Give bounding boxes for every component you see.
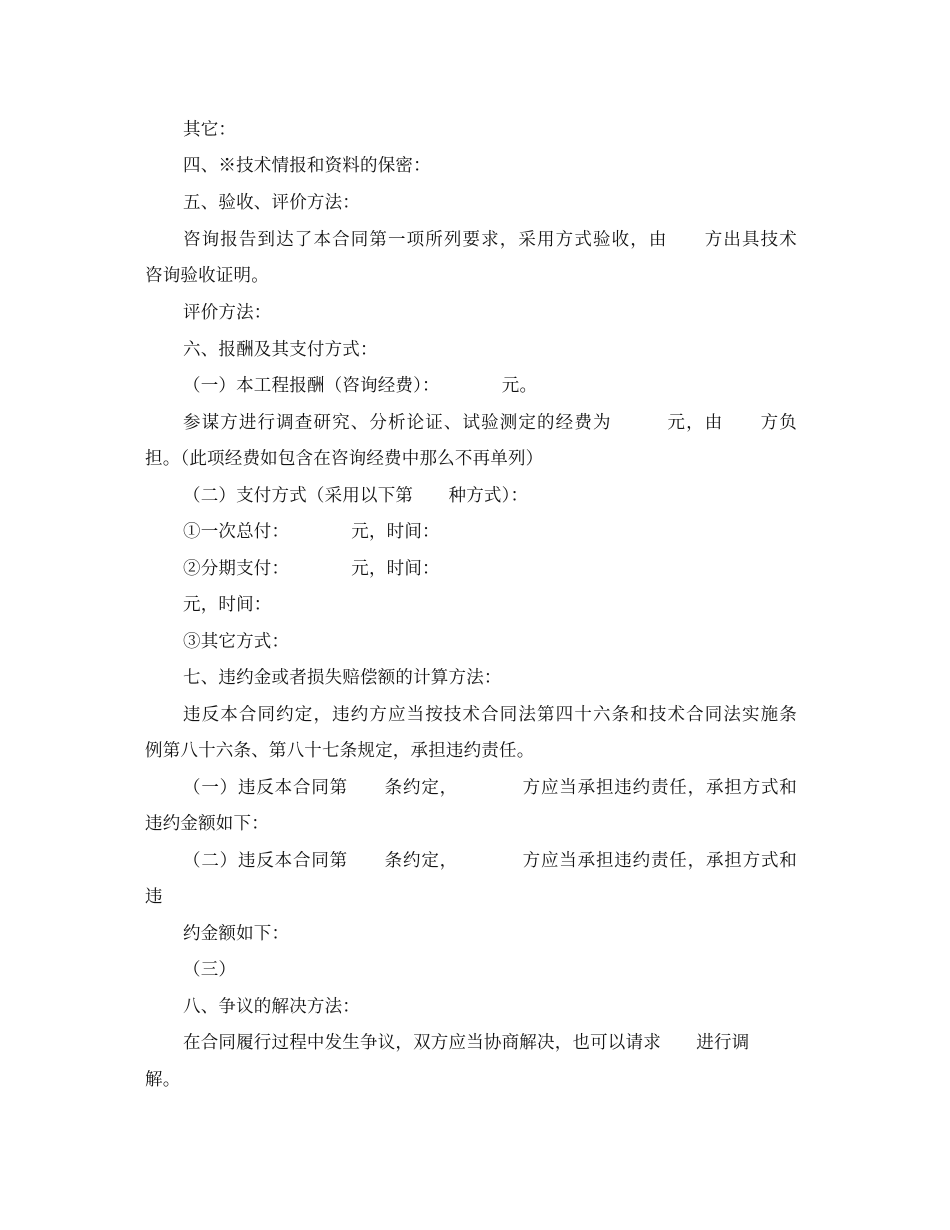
section-heading-acceptance: 五、验收、评价方法： (183, 193, 360, 213)
paragraph-line: 解。 (145, 1070, 181, 1090)
paragraph-line: 参谋方进行调查研究、分析论证、试验测定的经费为 元，由 方负 (183, 413, 797, 433)
payment-method-line: （二）支付方式（采用以下第 种方式）： (183, 486, 529, 506)
paragraph-line: 在合同履行过程中发生争议，双方应当协商解决，也可以请求 进行调 (183, 1033, 750, 1053)
paragraph-line: 例第八十六条、第八十七条规定，承担违约责任。 (145, 741, 535, 761)
paragraph-line: 违 (145, 887, 163, 907)
section-heading-penalty: 七、违约金或者损失赔偿额的计算方法： (183, 668, 502, 688)
section-heading-dispute: 八、争议的解决方法： (183, 997, 360, 1017)
payment-item-fee: （一）本工程报酬（咨询经费）： 元。 (183, 376, 538, 396)
penalty-item-three: （三） (183, 960, 237, 980)
paragraph-line: 违反本合同约定，违约方应当按技术合同法第四十六条和技术合同法实施条 (183, 705, 797, 725)
paragraph-line: 咨询验收证明。 (145, 266, 269, 286)
payment-option-lump-sum: ①一次总付： 元，时间： (183, 522, 440, 542)
penalty-item-one: （一）违反本合同第 条约定， 方应当承担违约责任，承担方式和 (183, 778, 797, 798)
section-heading-confidentiality: 四、※技术情报和资料的保密： (183, 156, 431, 176)
paragraph-line: 担。（此项经费如包含在咨询经费中那么不再单列） (145, 449, 544, 469)
payment-option-installment: ②分期支付： 元，时间： (183, 559, 440, 579)
paragraph-line: 违约金额如下： (145, 814, 269, 834)
section-heading-payment: 六、报酬及其支付方式： (183, 340, 378, 360)
paragraph-line: 约金额如下： (183, 924, 290, 944)
penalty-item-two: （二）违反本合同第 条约定， 方应当承担违约责任，承担方式和 (183, 851, 797, 871)
paragraph-line: 咨询报告到达了本合同第一项所列要求，采用方式验收，由 方出具技术 (183, 230, 797, 250)
text-line-other: 其它： (183, 120, 237, 140)
payment-option-continuation: 元，时间： (183, 595, 272, 615)
payment-option-other: ③其它方式： (183, 632, 290, 652)
text-line-evaluation-method: 评价方法： (183, 303, 272, 323)
